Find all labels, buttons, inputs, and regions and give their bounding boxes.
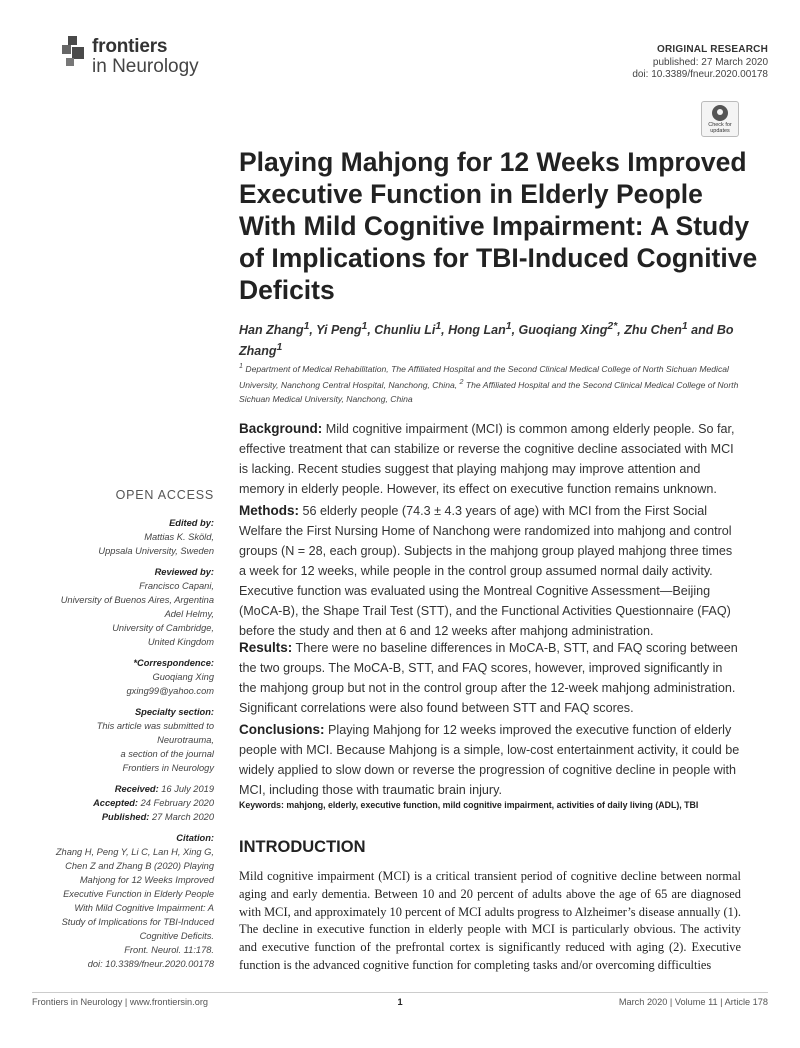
author-name[interactable]: Yi Peng [316, 323, 362, 338]
sidebar-line: Francisco Capani, [139, 581, 214, 591]
author-name[interactable]: Hong Lan [448, 323, 506, 338]
sidebar-line: a section of the journal [120, 749, 214, 759]
keywords: Keywords: mahjong, elderly, executive function, mild cognitive impairment, activities of daily living (ADL), TBI [239, 800, 699, 810]
sidebar-line: Mattias K. Sköld, [144, 532, 214, 542]
abstract-results [239, 638, 741, 718]
author-affiliation-marker: 1 [505, 321, 512, 332]
reviewed-by-label: Reviewed by: [154, 567, 214, 577]
affiliation-1: Department of Medical Rehabilitation, The Affiliated Hospital and the Second Clinical Medical College of North Sichuan Medical University, Nanchong Central Hospital, Nanchong, China, [239, 363, 729, 391]
sidebar-line: Front. Neurol. 11:178. [124, 945, 214, 955]
edited-by-label: Edited by: [169, 518, 214, 528]
accepted-row [54, 796, 214, 810]
journal-logo[interactable] [62, 34, 202, 84]
article-title: Playing Mahjong for 12 Weeks Improved Executive Function in Elderly People With Mild Cognitive Impairment: A Study of Implications for TBI-Induced Cognitive Deficits [239, 147, 758, 305]
check-for-updates-button[interactable] [701, 101, 739, 137]
section-heading: INTRODUCTION [239, 838, 366, 856]
author-name[interactable]: Chunliu Li [374, 323, 436, 338]
published-date-sidebar: 27 March 2020 [151, 812, 214, 822]
reviewed-by-list [54, 579, 214, 649]
correspondence-label: *Correspondence: [133, 658, 214, 668]
author-list: Han Zhang$^1$, Yi Peng$^1$, Chunliu Li$^1$, Hong Lan$^1$, Guoqiang Xing$^{2*}$, Zhu Chen$^1$ and Bo Zhang$^1$ [239, 321, 734, 359]
article-meta [632, 44, 768, 82]
logo-journal-name: in Neurology [92, 56, 199, 77]
footer-issue-info: March 2020 | Volume 11 | Article 178 [618, 997, 768, 1007]
edited-by-list [54, 530, 214, 558]
abstract-text: 56 elderly people (74.3 ± 4.3 years of age) with MCI from the First Social Welfare the First Nursing Home of Nanchong were randomized into mahjong and control groups (N = 28, each group). Subjects in the mahjong group played mahjong three times a week for 12 weeks, while people in the control group assumed normal daily activity. Executive function was evaluated using the Montreal Cognitive Assessment—Beijing (MoCA-B), the Shape Trail Test (STT), and the Functional Activities Questionnaire (FAQ) before the study and then at 6 and 12 weeks after mahjong administration. [239, 504, 733, 638]
abstract-text: Playing Mahjong for 12 weeks improved the executive function of elderly people with MCI. Because Mahjong is a simple, low-cost entertainment activity, it could be widely applied to slow down or reverse the progression of cognitive decline in people with MCI, including those with traumatic brain injury. [239, 723, 740, 797]
correspondence-list [54, 670, 214, 698]
published-row [54, 810, 214, 824]
abstract-methods [239, 501, 741, 641]
author-affiliation-marker: 1 [276, 342, 283, 354]
sidebar-line: Frontiers in Neurology [122, 763, 214, 773]
author-affiliation-marker: 1 [303, 321, 310, 332]
published-label: Published: [101, 812, 150, 822]
page-number: 1 [397, 997, 403, 1007]
citation-list [54, 845, 214, 971]
article-type: ORIGINAL RESEARCH [656, 44, 768, 55]
sidebar-line: Cognitive Deficits. [139, 931, 214, 941]
abstract-conclusions [239, 720, 741, 800]
accepted-label: Accepted: [93, 798, 139, 808]
sidebar-line: Neurotrauma, [157, 735, 214, 745]
sidebar-line: Chen Z and Zhang B (2020) Playing [65, 861, 214, 871]
author-name[interactable]: Zhu Chen [624, 323, 682, 338]
author-name[interactable]: Han Zhang [239, 323, 304, 338]
sidebar-line: Zhang H, Peng Y, Li C, Lan H, Xing G, [55, 847, 214, 857]
author-name[interactable]: Guoqiang Xing [518, 323, 608, 338]
affiliation-2: The Affiliated Hospital and the Second Clinical Medical College of North Sichuan Medical University, Nanchong, China [239, 380, 739, 404]
abstract-label: Conclusions: [239, 722, 325, 737]
author-affiliation-marker: 1 [361, 321, 368, 332]
header-doi[interactable]: doi: 10.3389/fneur.2020.00178 [632, 69, 768, 80]
author-affiliation-marker: 2* [607, 321, 618, 332]
author-name[interactable]: Bo Zhang [239, 323, 734, 359]
intro-paragraph: Mild cognitive impairment (MCI) is a critical transient period of cognitive decline between normal aging and early dementia. Between 10 and 20 percent of adults above the age of 65 are diagnosed with MCI, and approximately 10 percent of MCI adults progress to Alzheimer’s disease annually (1). The decline in executive function in elderly people with MCI is particularly obvious. The activity and executive function of the prefrontal cortex is significantly reduced with aging (2). Executive function is the advanced cognitive function for completing tasks and/or overcoming difficulties [239, 869, 741, 972]
affiliation-marker: 2 [459, 378, 464, 387]
sidebar-line: University of Buenos Aires, Argentina [60, 595, 214, 605]
frontiers-logo-icon [62, 36, 88, 68]
affiliations [239, 360, 739, 407]
sidebar-line: Mahjong for 12 Weeks Improved [79, 875, 214, 885]
sidebar-line: University of Cambridge, [112, 623, 214, 633]
check-updates-icon [712, 105, 728, 121]
abstract-text: There were no baseline differences in MoCA-B, STT, and FAQ scoring between the two groups. The MoCA-B, STT, and FAQ scores, however, improved significantly in the mahjong group but not in the control group after the 12-week mahjong administration. Significant correlations were also found between STT and FAQ scores. [239, 641, 738, 715]
received-label: Received: [114, 784, 159, 794]
logo-name: frontiers [92, 36, 168, 57]
footer-divider [32, 992, 768, 993]
sidebar-line[interactable]: gxing99@yahoo.com [126, 686, 214, 696]
affiliation-marker: 1 [239, 362, 243, 370]
citation-label: Citation: [176, 833, 214, 843]
published-date: published: 27 March 2020 [652, 56, 768, 68]
sidebar-line: United Kingdom [147, 637, 214, 647]
abstract-label: Methods: [239, 503, 299, 518]
footer-journal-link[interactable]: Frontiers in Neurology | www.frontiersin.org [32, 997, 208, 1007]
accepted-date: 24 February 2020 [140, 798, 214, 808]
sidebar-line: Executive Function in Elderly People [63, 889, 214, 899]
sidebar-line[interactable]: doi: 10.3389/fneur.2020.00178 [87, 959, 214, 969]
abstract-label: Results: [239, 640, 293, 655]
abstract-background [239, 419, 741, 499]
received-row [54, 782, 214, 796]
badge-line-1: Check for [708, 122, 732, 128]
specialty-label: Specialty section: [134, 707, 214, 717]
abstract-text: Mild cognitive impairment (MCI) is common among elderly people. So far, effective treatment that can stabilize or reverse the cognitive decline associated with MCI is lacking. Recent studies suggest that playing mahjong may improve attention and memory in elderly people. However, its effect on executive function remains unknown. [239, 422, 735, 496]
badge-line-2: updates [710, 128, 730, 134]
sidebar-line: Study of Implications for TBI-Induced [61, 917, 214, 927]
sidebar-line: Guoqiang Xing [152, 672, 214, 682]
author-affiliation-marker: 1 [681, 321, 688, 332]
received-date: 16 July 2019 [161, 784, 214, 794]
sidebar-line: Adel Helmy, [164, 609, 214, 619]
author-affiliation-marker: 1 [435, 321, 442, 332]
article-info-sidebar [54, 488, 214, 971]
abstract-label: Background: [239, 421, 323, 436]
sidebar-line: With Mild Cognitive Impairment: A [74, 903, 214, 913]
specialty-list [54, 719, 214, 775]
open-access-label: OPEN ACCESS [115, 488, 214, 502]
sidebar-line: Uppsala University, Sweden [98, 546, 214, 556]
sidebar-line: This article was submitted to [96, 721, 214, 731]
